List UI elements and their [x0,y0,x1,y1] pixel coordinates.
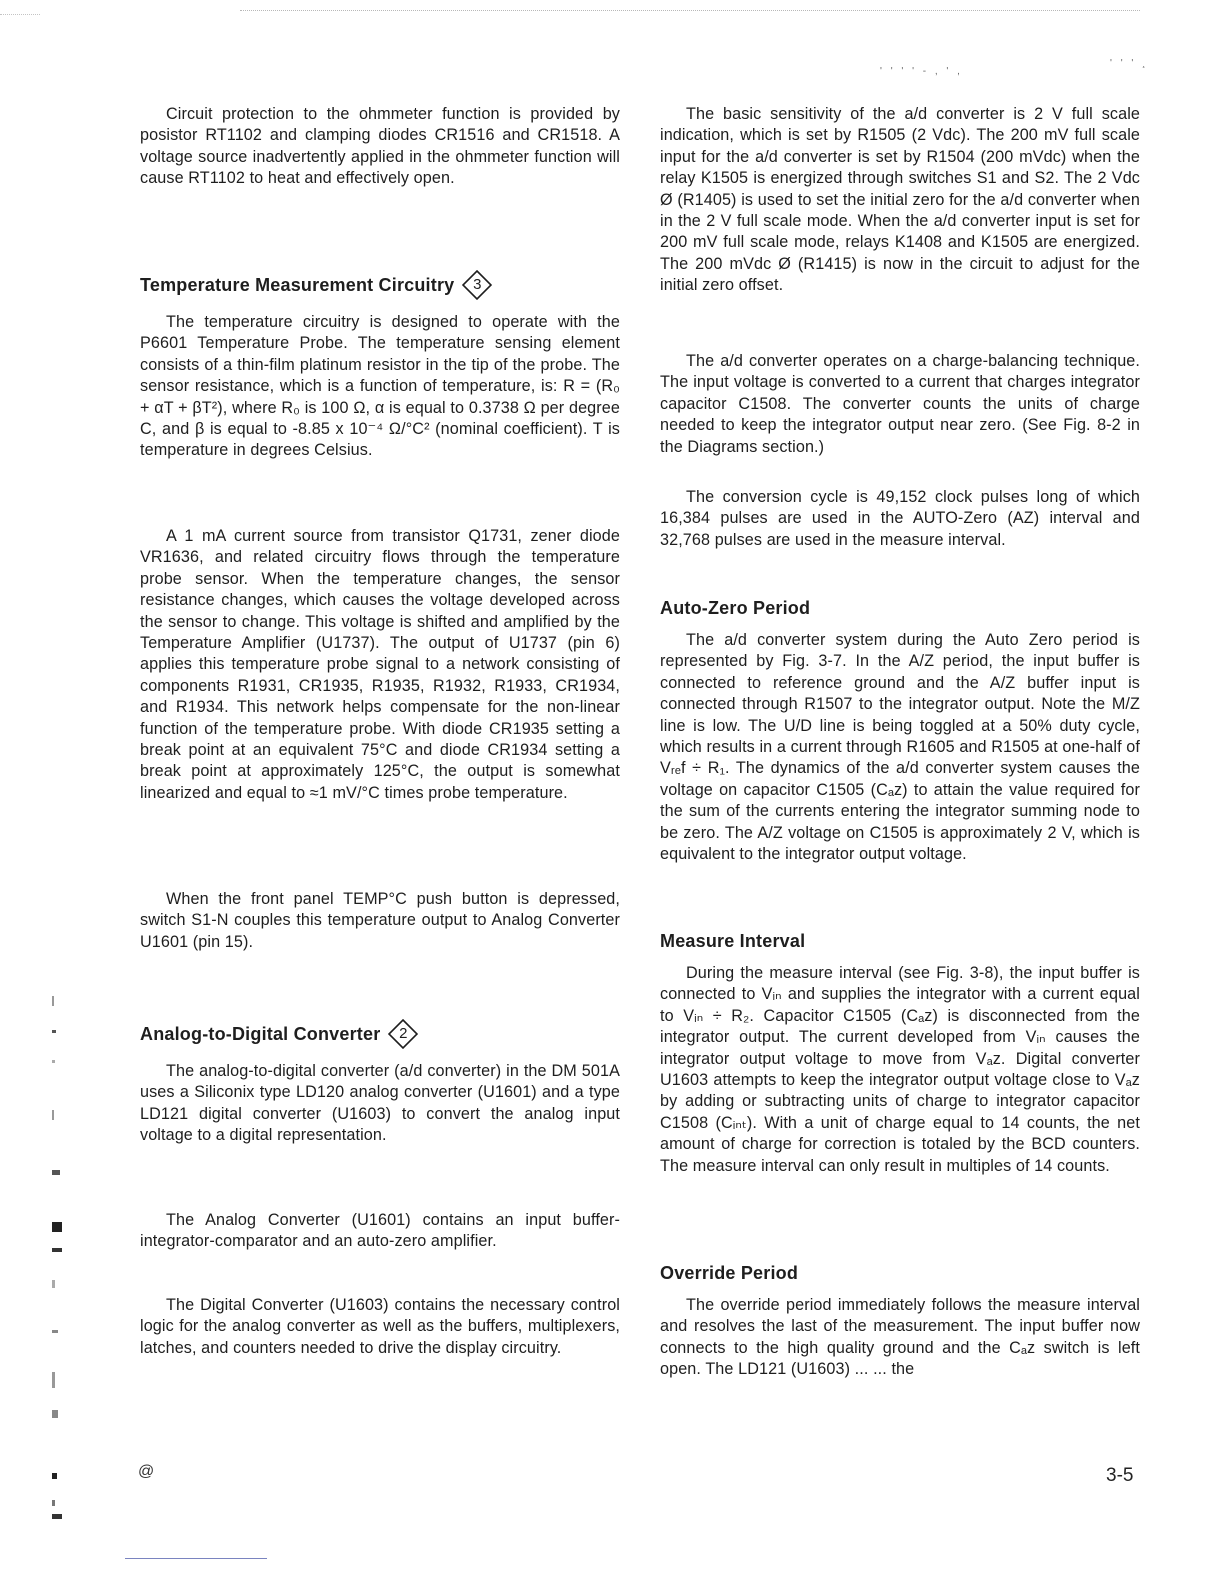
charge-balancing [660,351,1140,458]
temperature-body [140,312,620,462]
paragraph-current-source: A 1 mA current source from transistor Q1731, zener diode VR1636, and related circuitry flows through the temperature probe sensor. When the temperature changes, the sensor resistance changes, which causes the voltage developed across the sensor to change. This voltage is shifted and amplified by the Temperature Amplifier (U1737). The output of U1737 (pin 6) applies this temperature probe signal to a network consisting of components R1931, CR1935, R1935, R1932, R1933, CR1934, and R1934. This network helps compensate for the non-linear function of the temperature probe. With diode CR1935 setting a break point at an equivalent 75°C and diode CR1934 setting a break point at approximately 125°C, the output is somewhat linearized and equal to ≈1 mV/°C times probe temperature. [140,527,620,802]
measure-interval-heading: Measure Interval [660,931,806,951]
paragraph-circuit-protection: Circuit protection to the ohmmeter function is provided by posistor RT1102 and clamping diodes CR1516 and CR1518. A voltage source inadvertently applied in the ohmmeter function will cause RT1102 to heat and effectively open. [140,105,620,188]
adc-body-2 [140,1210,620,1253]
scan-edge-top [240,10,1140,11]
paragraph-adc-overview: The analog-to-digital converter (a/d converter) in the DM 501A uses a Siliconix type LD120 analog converter (U1601) and a type LD121 digital converter (U1603) to convert the analog input voltage to a digital representation. [140,1062,620,1145]
paragraph-conversion-cycle: The conversion cycle is 49,152 clock pulses long of which 16,384 pulses are used in the AUTO-Zero (AZ) interval and 32,768 pulses are used in the measure interval. [660,488,1140,549]
paragraph-temperature-probe: The temperature circuitry is designed to operate with the P6601 Temperature Probe. The temperature sensing element consists of a thin-film platinum resistor in the tip of the probe. The sensor resistance, which is a function of temperature, is: R = (R₀ + αT + βT²), where R₀ is 100 Ω, α is equal to 0.3738 Ω per degree C, and β is equal to -8.85 x 10⁻⁴ Ω/°C² (nominal coefficient). T is temperature in degrees Celsius. [140,313,620,460]
right-column [660,104,1140,297]
paragraph-measure-interval: During the measure interval (see Fig. 3-8), the input buffer is connected to Vᵢₙ and supplies the integrator with a current equal to Vᵢₙ ÷ R₂. Capacitor C1505 (Cₐz) is disconnected from the integrator output. The current developed from Vᵢₙ causes the integrator output voltage to move from Vₐz. Digital converter U1603 attempts to keep the integrator output voltage close to Vₐz by adding or subtracting units of charge to integrator capacitor C1508 (Cᵢₙₜ). With a unit of charge equal to 14 counts, the net amount of charge for correction is totaled by the BCD counters. The measure interval can only result in multiples of 14 counts. [660,964,1140,1175]
temperature-body-3 [140,889,620,953]
conversion-cycle [660,487,1140,551]
paragraph-charge-balancing: The a/d converter operates on a charge-balancing technique. The input voltage is converted to a current that charges integrator capacitor C1508. The converter counts the units of charge needed to keep the integrator output near zero. (See Fig. 8-2 in the Diagrams section.) [660,352,1140,456]
override-body [660,1295,1140,1381]
override-heading: Override Period [660,1263,799,1283]
adc-section [140,1019,620,1049]
header-scan-marks: ' ' ' ' - , ' , [880,66,963,77]
diagram-number: 2 [399,1025,408,1042]
page-number: 3-5 [1106,1465,1134,1486]
measure-interval-body [660,963,1140,1177]
paragraph-analog-converter: The Analog Converter (U1601) contains an input buffer-integrator-comparator and an auto-zero amplifier. [140,1211,620,1251]
paragraph-digital-converter: The Digital Converter (U1603) contains the necessary control logic for the analog converter as well as the buffers, multiplexers, latches, and counters needed to drive the display circuitry. [140,1296,620,1357]
adc-body [140,1061,620,1147]
adc-body-3 [140,1295,620,1359]
adc-heading [140,1019,620,1049]
temperature-heading [140,270,620,300]
paragraph-basic-sensitivity: The basic sensitivity of the a/d converter is 2 V full scale indication, which is set by R1505 (2 Vdc). The 200 mV full scale input for the a/d converter is set by R1504 (200 mVdc) when the relay K1505 is energized through switches S1 and S2. The 2 Vdc Ø (R1405) is used to set the initial zero for the a/d converter when in the 2 V full scale mode. When the a/d converter input is set for 200 mV full scale mode, relays K1408 and K1505 are energized. The 200 mVdc Ø (R1415) is now in the circuit to adjust for the initial zero offset. [660,105,1140,295]
auto-zero-heading: Auto-Zero Period [660,598,811,618]
diagram-number: 3 [473,276,482,293]
override-section [660,1262,1140,1284]
diagram-number-badge [462,270,492,300]
left-column [140,104,620,190]
auto-zero-body [660,630,1140,865]
adc-heading-text: Analog-to-Digital Converter [140,1024,381,1044]
header-corner-marks: ' ' ' ¸ [1110,58,1149,69]
scan-edge-bottom [125,1558,267,1559]
temperature-section [140,270,620,300]
paragraph-temp-push-button: When the front panel TEMP°C push button is depressed, switch S1-N couples this temperature output to Analog Converter U1601 (pin 15). [140,890,620,951]
auto-zero-section [660,597,1140,619]
temperature-body-2 [140,526,620,804]
paragraph-override: The override period immediately follows the measure interval and resolves the last of the measurement. The input buffer now connects to the high quality ground and the Cₐz switch is left open. The LD121 (U1603) ... ... the [660,1296,1140,1379]
copyright-symbol: @ [138,1463,155,1480]
diagram-number-badge [388,1019,418,1049]
left-edge-scan-marks [46,990,66,1530]
measure-interval-section [660,930,1140,952]
scan-edge-top-left [0,14,40,15]
paragraph-auto-zero: The a/d converter system during the Auto Zero period is represented by Fig. 3-7. In the A/Z period, the input buffer is connected to reference ground and the A/Z buffer input is connected through R1507 to the integrator output. Note the M/Z line is low. The U/D line is being toggled at a 50% duty cycle, which results in a current through R1605 and R1505 at one-half of Vᵣₑf ÷ R₁. The dynamics of the a/d converter system causes the voltage on capacitor C1505 (Cₐz) to attain the value required for the sum of the currents entering the integrator summing node to be zero. The A/Z voltage on C1505 is approximately 2 V, which is equivalent to the integrator output voltage. [660,631,1140,864]
temperature-heading-text: Temperature Measurement Circuitry [140,275,455,295]
